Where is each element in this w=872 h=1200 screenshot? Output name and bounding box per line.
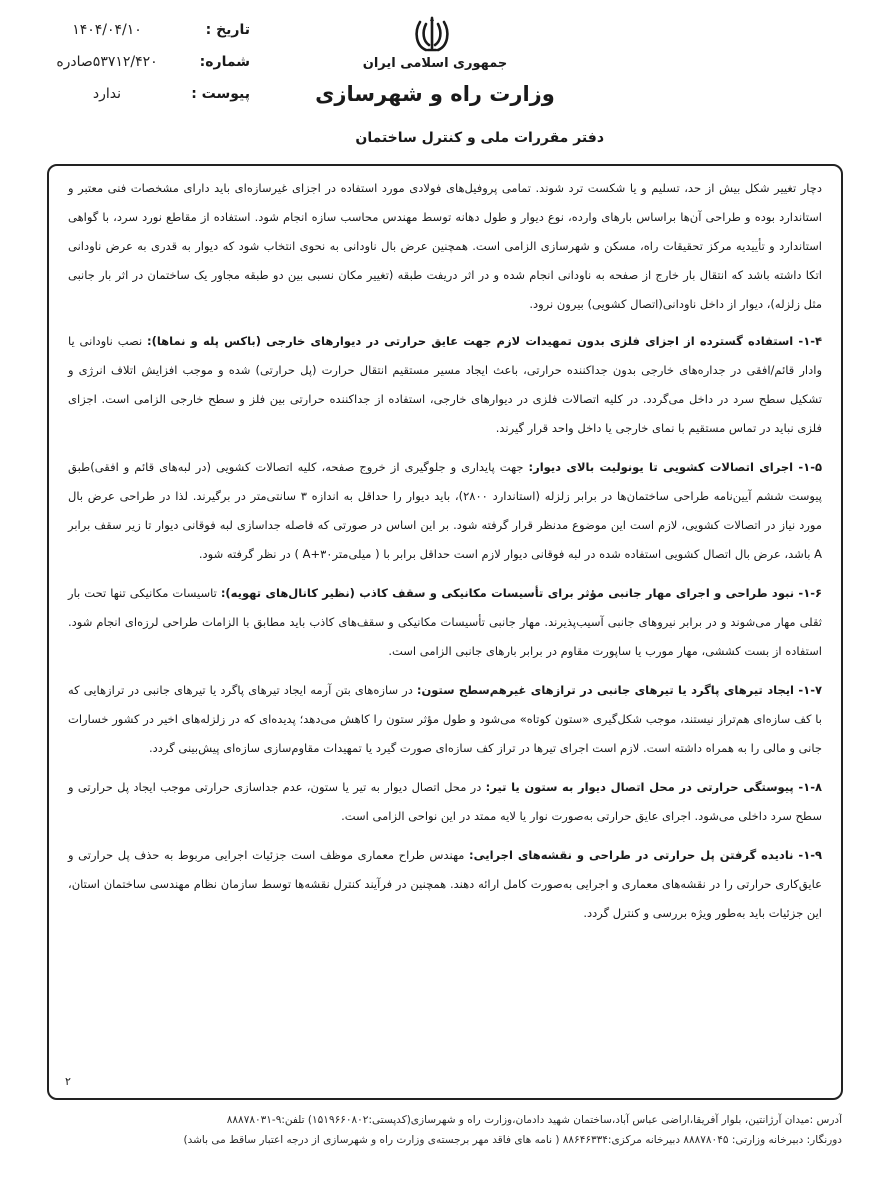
- section-heading: ۱-۷- ایجاد تیرهای پاگرد یا تیرهای جانبی در ترازهای غیرهم‌سطح ستون:: [416, 683, 822, 697]
- section-1-5: [68, 453, 822, 569]
- letter-body: [47, 164, 843, 1100]
- date-row: [30, 22, 250, 54]
- footer-address: آدرس :میدان آرژانتین، بلوار آفریقا،اراضی عباس آباد،ساختمان شهید دادمان،وزارت راه و شهرسازی(کدپستی:۱۵۱۹۶۶۰۸۰۲) تلفن:۹-۸۸۸۷۸۰۳۱: [226, 1114, 842, 1126]
- date-label: تاریخ :: [205, 22, 250, 38]
- number-row: [30, 54, 250, 86]
- footer-fax: دورنگار: دبیرخانه وزارتی: ۸۸۸۷۸۰۴۵ دبیرخانه مرکزی:۸۸۶۴۶۳۳۴ ( نامه های فاقد مهر برجسته‌ی وزارت راه و شهرسازی از درجه اعتبار ساقط می باشد): [183, 1134, 842, 1146]
- section-heading: ۱-۶- نبود طراحی و اجرای مهار جانبی مؤثر برای تأسیسات مکانیکی و سقف کاذب (نظیر کانال‌های تهویه):: [220, 586, 822, 600]
- section-1-7: [68, 676, 822, 763]
- ministry-name: وزارت راه و شهرسازی: [315, 82, 555, 106]
- section-text: نصب ناودانی یا وادار قائم/افقی در جداره‌های خارجی بدون جداکننده حرارتی، باعث ایجاد مسیر مستقیم انتقال حرارت (پل حرارتی) شده و موجب افزایش اتلاف انرژی و تشکیل سطح سرد در داخل می‌گردد. در کلیه اتصالات فلزی در دیوارهای خارجی، استفاده از جداکننده حرارتی بین فلز و سطح خارجی الزامی است. اجزای فلزی نباید در تماس مستقیم با نمای خارجی یا داخل واحد قرار گیرند.: [68, 334, 822, 435]
- section-text: در محل اتصال دیوار به تیر یا ستون، عدم جداسازی حرارتی موجب ایجاد پل حرارتی و سطح سرد داخلی می‌شود. اجرای عایق حرارتی به‌صورت نوار یا لایه ممتد در این نواحی الزامی است.: [68, 780, 822, 823]
- section-text: در سازه‌های بتن آرمه ایجاد تیرهای پاگرد یا تیرهای جانبی در ترازهایی که با کف سازه‌ای هم‌تراز نیستند، موجب شکل‌گیری «ستون کوتاه» می‌شود و طول مؤثر ستون را کاهش می‌دهد؛ پدیده‌ای که در زلزله‌های اخیر در کشور خسارات جانی و مالی را به همراه داشته است. لازم است اجرای تیرها در تراز کف سازه‌ای صورت گیرد یا تمهیدات مقاوم‌سازی سازه‌ای پیش‌بینی گردد.: [68, 683, 822, 755]
- section-text: تاسیسات مکانیکی تنها تحت بار ثقلی مهار می‌شوند و در برابر نیروهای جانبی آسیب‌پذیرند. مهار جانبی تأسیسات مکانیکی و سقف‌های کاذب باید مطابق با الزامات طراحی لرزه‌ای انجام شود. استفاده از بست کششی، مهار مورب یا ساپورت مقاوم در برابر بارهای جانبی الزامی است.: [68, 586, 822, 658]
- letter-meta: [30, 22, 250, 118]
- date-value: ۱۴۰۴/۰۴/۱۰: [72, 22, 142, 38]
- section-1-6: [68, 579, 822, 666]
- attachment-label: پیوست :: [191, 86, 250, 102]
- section-1-8: [68, 773, 822, 831]
- intro-paragraph: دچار تغییر شکل بیش از حد، تسلیم و یا شکست ترد شوند. تمامی پروفیل‌های فولادی مورد استفاده در اجزای غیرسازه‌ای باید دارای مشخصات فنی معتبر و استاندارد بوده و طراحی آن‌ها براساس بارهای وارده، نوع دیوار و طول دهانه توسط مهندس محاسب سازه انجام شود. استفاده از مقاطع نورد سرد، با گواهی استاندارد و تأییدیه مرکز تحقیقات راه، مسکن و شهرسازی الزامی است. همچنین عرض بال ناودانی به نحوی انتخاب شود که دیوار به قدری به عرض ناودانی اتکا داشته باشد که انتقال بار خارج از صفحه به ناودانی انجام شده و در اثر دریفت طبقه (تغییر مکان نسبی بین دو طبقه مجاور یک ساختمان در اثر بار جانبی مثل زلزله)، دیوار از داخل ناودانی(اتصال کشویی) بیرون نرود.: [68, 181, 822, 311]
- number-value: ۵۳۷۱۲/۴۲۰صادره: [56, 54, 158, 70]
- attachment-row: [30, 86, 250, 118]
- iran-emblem-icon: [412, 14, 452, 56]
- section-heading: ۱-۵- اجرای اتصالات کشویی تا یونولیت بالای دیوار:: [528, 460, 822, 474]
- page-number: ۲: [65, 1075, 71, 1088]
- republic-name: جمهوری اسلامی ایران: [362, 56, 508, 71]
- section-heading: ۱-۴- استفاده گسترده از اجزای فلزی بدون تمهیدات لازم جهت عایق حرارتی در دیوارهای خارجی (باکس پله و نماها):: [147, 334, 822, 348]
- section-text: جهت پایداری و جلوگیری از خروج صفحه، کلیه اتصالات کشویی (در لبه‌های قائم و افقی)طبق پیوست ششم آیین‌نامه طراحی ساختمان‌ها در برابر زلزله (استاندارد ۲۸۰۰)، باید دیوار را حداقل به اندازه ۳ سانتی‌متر در برگیرند. لذا در طراحی عرض بال مورد نیاز در اتصالات کشویی، لازم است این موضوع مدنظر قرار گرفته شود. بر این اساس در صورتی که فاصله جداسازی لبه فوقانی دیوار تا زیر سقف برابر A باشد، عرض بال اتصال کشویی استفاده شده در لبه فوقانی دیوار لازم است حداقل برابر با ( میلی‌متر۳۰+A ) در نظر گرفته شود.: [68, 460, 822, 561]
- section-1-4: [68, 327, 822, 443]
- office-name: دفتر مقررات ملی و کنترل ساختمان: [355, 130, 604, 146]
- section-1-9: [68, 841, 822, 928]
- attachment-value: ندارد: [92, 86, 122, 102]
- number-label: شماره:: [199, 54, 250, 70]
- letter-footer: [30, 1110, 842, 1150]
- section-heading: ۱-۸- پیوستگی حرارتی در محل اتصال دیوار به ستون یا تیر:: [485, 780, 822, 794]
- section-heading: ۱-۹- نادیده گرفتن پل حرارتی در طراحی و نقشه‌های اجرایی:: [469, 848, 822, 862]
- section-text: مهندس طراح معماری موظف است جزئیات اجرایی مربوط به حذف پل حرارتی و عایق‌کاری حرارتی را در نقشه‌های معماری و اجرایی به‌صورت کامل ارائه دهند. همچنین در فرآیند کنترل نقشه‌ها توسط سازمان نظام مهندسی ساختمان استان، این جزئیات باید به‌طور ویژه بررسی و کنترل گردد.: [68, 848, 822, 920]
